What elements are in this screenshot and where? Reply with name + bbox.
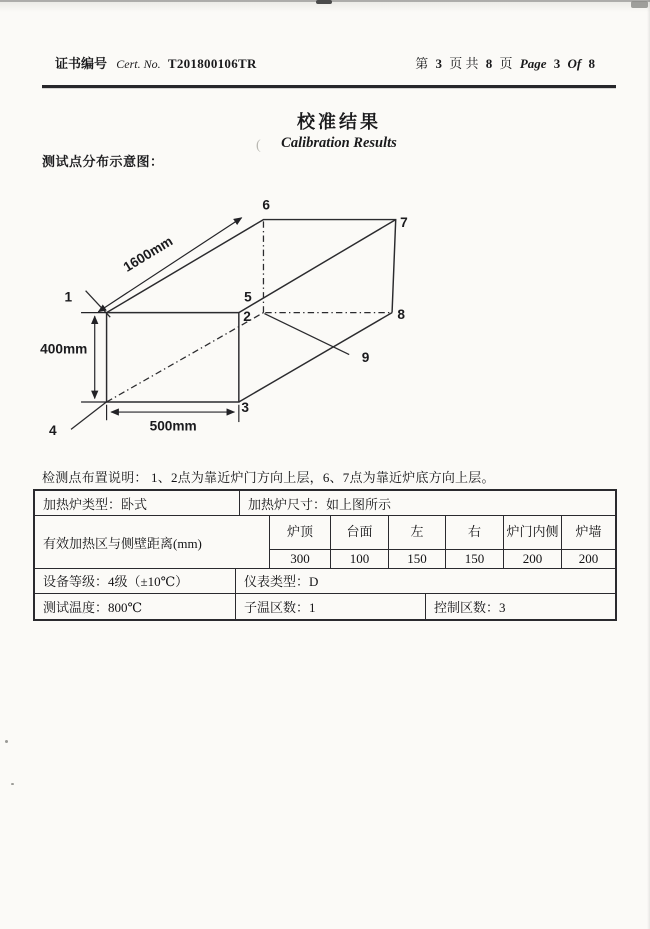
- col-header-left: 左: [388, 516, 445, 549]
- col-header-roof: 炉顶: [286, 523, 313, 539]
- cert-label-zh: 证书编号: [55, 56, 108, 71]
- col-header-wall: 炉墙: [561, 516, 615, 549]
- point-label-9: 9: [361, 349, 370, 365]
- furnace-spec-table: [33, 489, 617, 621]
- instrument-type-cell: 仪表类型：D: [235, 569, 615, 593]
- col-header-deck: 台面: [330, 516, 388, 549]
- point-label-7: 7: [400, 214, 408, 230]
- cert-label-en: Cert. No.: [116, 57, 161, 71]
- distance-header-row: [270, 516, 615, 549]
- distance-value-left: 150: [388, 550, 445, 570]
- distance-value-roof: 300: [290, 550, 310, 566]
- page-indicator: [411, 53, 595, 72]
- scan-artifact: [316, 0, 332, 4]
- table-row-furnace: [35, 491, 615, 515]
- scan-speck: [11, 783, 14, 785]
- furnace-size-cell: 加热炉尺寸：如上图所示: [239, 491, 615, 515]
- page-label-en: Page: [519, 56, 547, 71]
- device-grade-cell: 设备等级：4级（±10℃）: [43, 574, 189, 590]
- page-subtitle: Calibration Results: [281, 135, 397, 151]
- placement-note: 检测点布置说明： 1、2点为靠近炉门方向上层，6、7点为靠近炉底方向上层。: [42, 470, 495, 485]
- distance-value-right: 150: [445, 550, 503, 570]
- point-label-4: 4: [48, 422, 57, 438]
- point-label-8: 8: [397, 307, 405, 322]
- test-point-diagram: [40, 183, 455, 455]
- page-title: 校准结果: [297, 112, 381, 132]
- page-number: 3: [435, 56, 443, 71]
- test-temperature-cell: 测试温度：800℃: [43, 599, 143, 615]
- distance-value-wall: 200: [561, 550, 615, 570]
- page-header: [0, 53, 650, 73]
- point-label-5: 5: [244, 289, 252, 305]
- sub-zones-cell: 子温区数：1: [235, 594, 425, 619]
- table-row-heating-zone: [35, 515, 615, 568]
- point-pointer-lines: [71, 291, 349, 430]
- point-label-2: 2: [243, 308, 251, 324]
- page-zh-prefix: 第: [415, 56, 429, 71]
- table-row-grade: [35, 568, 615, 593]
- length-dimension-label: 1600mm: [120, 233, 176, 275]
- table-row-temperature: [35, 593, 615, 619]
- page-total: 8: [485, 56, 493, 71]
- page-zh-suffix: 页: [499, 56, 513, 71]
- width-dimension-label: 500mm: [149, 418, 197, 434]
- page-number-en: 3: [553, 56, 561, 71]
- heating-zone-label-cell: 有效加热区与侧壁距离(mm): [43, 535, 202, 551]
- distance-subgrid: [269, 516, 615, 568]
- of-label-en: Of: [567, 56, 582, 71]
- cert-number: T201800106TR: [167, 56, 257, 71]
- height-dimension-label: 400mm: [40, 341, 88, 357]
- furnace-type-cell: 加热炉类型：卧式: [43, 496, 148, 512]
- point-label-3: 3: [241, 400, 250, 416]
- control-zones-cell: 控制区数：3: [425, 594, 615, 619]
- distance-value-row: [270, 549, 615, 570]
- page-total-en: 8: [588, 56, 595, 71]
- diagram-caption: 测试点分布示意图：: [42, 154, 164, 169]
- distance-value-door: 200: [503, 550, 561, 570]
- scan-artifact: [631, 1, 648, 8]
- point-label-1: 1: [64, 289, 73, 305]
- scan-artifact: (: [256, 138, 261, 153]
- title-block: [14, 108, 650, 152]
- scan-speck: [5, 740, 8, 743]
- page-zh-mid: 页 共: [449, 56, 479, 71]
- point-label-6: 6: [262, 197, 271, 213]
- header-rule: [42, 85, 616, 88]
- col-header-door: 炉门内侧: [503, 516, 561, 549]
- cert-number-block: [55, 53, 257, 72]
- distance-value-deck: 100: [330, 550, 388, 570]
- col-header-right: 右: [445, 516, 503, 549]
